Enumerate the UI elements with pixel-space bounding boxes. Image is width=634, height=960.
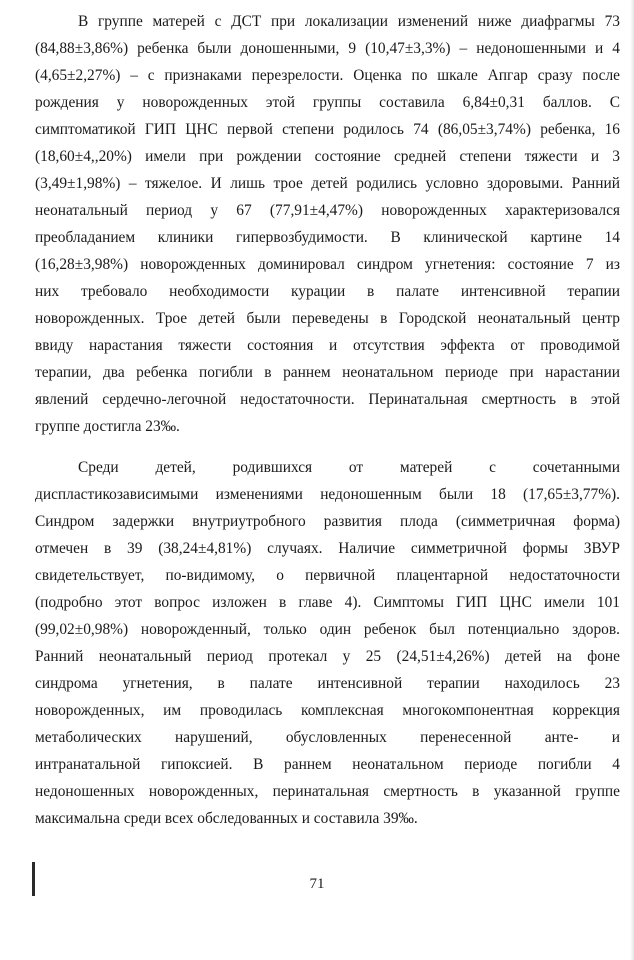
paragraph-2-line-2: диспластикозависимыми изменениями недоношенным были 18 (17,65±3,77%). xyxy=(35,486,620,503)
paragraph-1-line-5: симптоматикой ГИП ЦНС первой степени родилось 74 (86,05±3,74%) ребенка, 16 xyxy=(35,121,620,138)
paragraph-2-line-4: отмечен в 39 (38,24±4,81%) случаях. Наличие симметричной формы ЗВУР xyxy=(35,540,620,557)
paragraph-2-line-8: Ранний неонатальный период протекал у 25 (24,51±4,26%) детей на фоне xyxy=(35,648,620,665)
paragraph-1-line-1: В группе матерей с ДСТ при локализации изменений ниже диафрагмы 73 xyxy=(78,13,620,30)
paragraph-2-line-10: новорожденных, им проводилась комплексная многокомпонентная коррекция xyxy=(35,702,620,719)
paragraph-2-line-1: Среди детей, родившихся от матерей с сочетанными xyxy=(78,459,620,476)
paragraph-1-line-6: (18,60±4,,20%) имели при рождении состояние средней степени тяжести и 3 xyxy=(35,148,620,165)
paragraph-2-line-9: синдрома угнетения, в палате интенсивной терапии находилось 23 xyxy=(35,675,620,692)
paragraph-2-line-7: (99,02±0,98%) новорожденный, только один ребенок был потенциально здоров. xyxy=(35,621,620,638)
paragraph-1-line-12: новорожденных. Трое детей были переведены в Городской неонатальный центр xyxy=(35,310,620,327)
paragraph-1-line-14: терапии, два ребенка погибли в раннем неонатальном периоде при нарастании xyxy=(35,364,620,381)
paragraph-1-line-7: (3,49±1,98%) – тяжелое. И лишь трое детей родились условно здоровыми. Ранний xyxy=(35,175,620,192)
page-number: 71 xyxy=(309,876,325,892)
paragraph-2-line-5: свидетельствует, по-видимому, о первичной плацентарной недостаточности xyxy=(35,567,620,584)
paragraph-2-line-6: (подробно этот вопрос изложен в главе 4). Симптомы ГИП ЦНС имели 101 xyxy=(35,594,620,611)
paragraph-1-line-16: группе достигла 23‰. xyxy=(35,418,180,435)
paragraph-2-line-3: Синдром задержки внутриутробного развития плода (симметричная форма) xyxy=(35,513,620,530)
paragraph-1-line-9: преобладанием клиники гипервозбудимости. В клинической картине 14 xyxy=(35,229,620,246)
paragraph-1-line-4: рождения у новорожденных этой группы составила 6,84±0,31 баллов. С xyxy=(35,94,620,111)
paragraph-1-line-8: неонатальный период у 67 (77,91±4,47%) новорожденных характеризовался xyxy=(35,202,620,219)
paragraph-1-line-15: явлений сердечно-легочной недостаточности. Перинатальная смертность в этой xyxy=(35,391,620,408)
paragraph-1-line-11: них требовало необходимости курации в палате интенсивной терапии xyxy=(35,283,620,300)
paragraph-2-line-12: интранатальной гипоксией. В раннем неонатальном периоде погибли 4 xyxy=(35,756,620,773)
paragraph-2-line-14: максимальна среди всех обследованных и составила 39‰. xyxy=(35,810,418,827)
paragraph-1-line-2: (84,88±3,86%) ребенка были доношенными, 9 (10,47±3,3%) – недоношенными и 4 xyxy=(35,40,620,57)
paragraph-1-line-3: (4,65±2,27%) – с признаками перезрелости. Оценка по шкале Апгар сразу после xyxy=(35,67,620,84)
page-edge-shadow xyxy=(630,0,634,960)
paragraph-1-line-10: (16,28±3,98%) новорожденных доминировал синдром угнетения: состояние 7 из xyxy=(35,256,620,273)
paragraph-2-line-13: недоношенных новорожденных, перинатальная смертность в указанной группе xyxy=(35,783,620,800)
paragraph-2-line-11: метаболических нарушений, обусловленных перенесенной анте- и xyxy=(35,729,620,746)
paragraph-1-line-13: ввиду нарастания тяжести состояния и отсутствия эффекта от проводимой xyxy=(35,337,620,354)
